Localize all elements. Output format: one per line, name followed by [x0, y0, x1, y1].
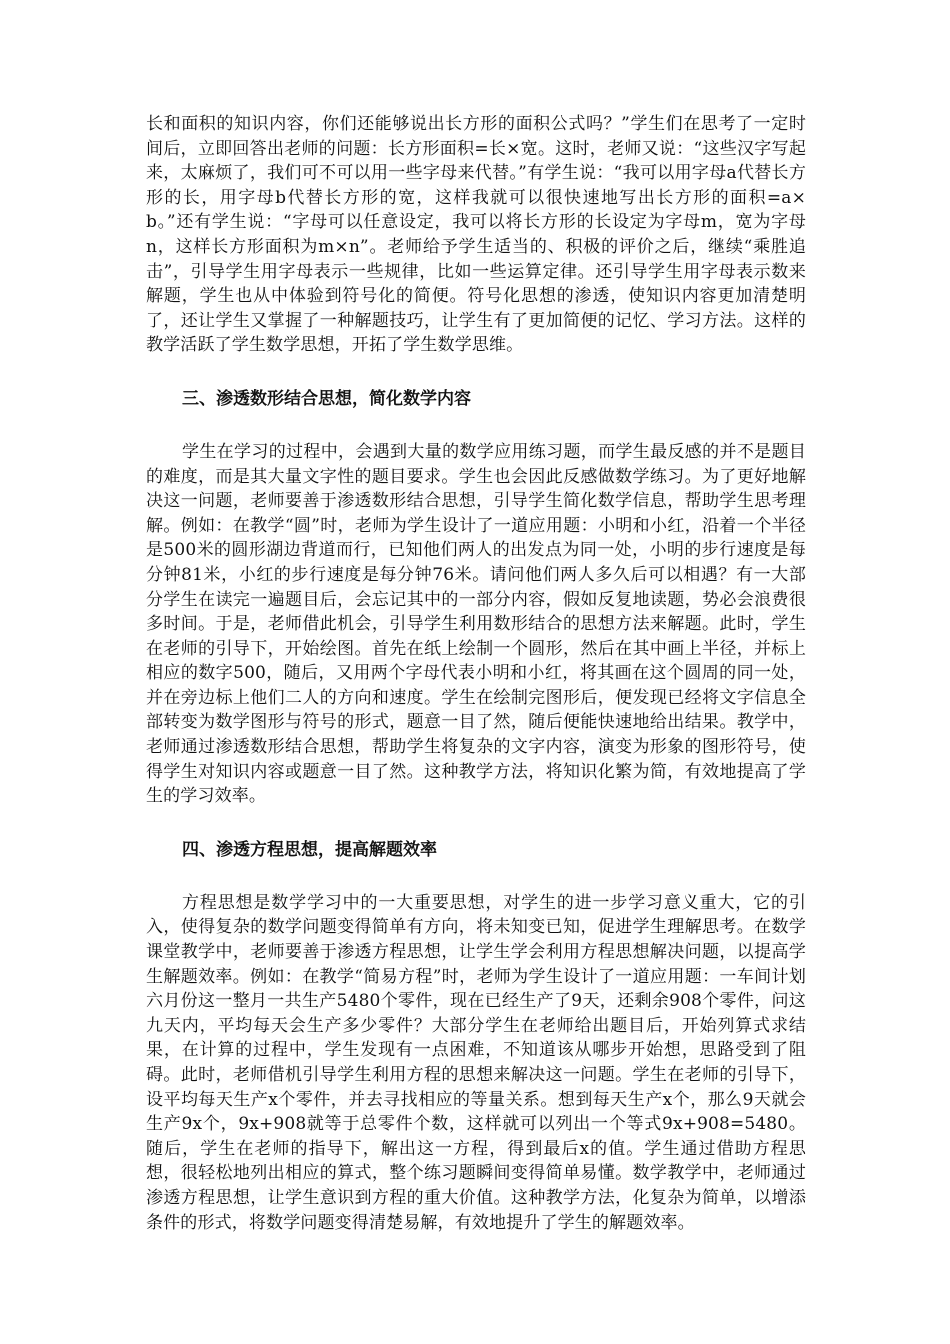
body-paragraph-continued: 长和面积的知识内容，你们还能够说出长方形的面积公式吗？”学生们在思考了一定时间后，立即回答出老师的问题：长方形面积=长×宽。这时，老师又说：“这些汉字写起来，太麻烦了，我们可不可以用一些字母来代替。”有学生说：“我可以用字母a代替长方形的长，用字母b代替长方形的宽，这样我就可以很快速地写出长方形的面积=a×b。”还有学生说：“字母可以任意设定，我可以将长方形的长设定为字母m，宽为字母n，这样长方形面积为m×n”。老师给予学生适当的、积极的评价之后，继续“乘胜追击”，引导学生用字母表示一些规律，比如一些运算定律。还引导学生用字母表示数来解题，学生也从中体验到符号化的简便。符号化思想的渗透，使知识内容更加清楚明了，还让学生又掌握了一种解题技巧，让学生有了更加简便的记忆、学习方法。这样的教学活跃了学生数学思想，开拓了学生数学思维。 — [146, 114, 806, 356]
spacer — [146, 358, 806, 387]
section-heading-3: 三、渗透数形结合思想，简化数学内容 — [182, 388, 471, 409]
spacer — [146, 411, 806, 440]
spacer — [146, 862, 806, 891]
spacer — [146, 809, 806, 838]
body-paragraph-section-3: 学生在学习的过程中，会遇到大量的数学应用练习题，而学生最反感的并不是题目的难度，而是其大量文字性的题目要求。学生也会因此反感做数学练习。为了更好地解决这一问题，老师要善于渗透数形结合思想，引导学生简化数学信息，帮助学生思考理解。例如：在教学“圆”时，老师为学生设计了一道应用题：小明和小红，沿着一个半径是500米的圆形湖边背道而行，已知他们两人的出发点为同一处，小明的步行速度是每分钟81米，小红的步行速度是每分钟76米。请问他们两人多久后可以相遇？有一大部分学生在读完一遍题目后，会忘记其中的一部分内容，假如反复地读题，势必会浪费很多时间。于是，老师借此机会，引导学生利用数形结合的思想方法来解题。此时，学生在老师的引导下，开始绘图。首先在纸上绘制一个圆形，然后在其中画上半径，并标上相应的数字500，随后，又用两个字母代表小明和小红，将其画在这个圆周的同一处，并在旁边标上他们二人的方向和速度。学生在绘制完图形后，便发现已经将文字信息全部转变为数学图形与符号的形式，题意一目了然，随后便能快速地给出结果。教学中，老师通过渗透数形结合思想，帮助学生将复杂的文字内容，演变为形象的图形符号，使得学生对知识内容或题意一目了然。这种教学方法，将知识化繁为简，有效地提高了学生的学习效率。 — [146, 441, 806, 807]
document-page — [146, 112, 806, 1235]
body-paragraph-section-4: 方程思想是数学学习中的一大重要思想，对学生的进一步学习意义重大，它的引入，使得复杂的数学问题变得简单有方向，将未知变已知，促进学生理解思考。在数学课堂教学中，老师要善于渗透方程思想，让学生学会利用方程思想解决问题，以提高学生解题效率。例如：在教学“简易方程”时，老师为学生设计了一道应用题：一车间计划六月份这一整月一共生产5480个零件，现在已经生产了9天，还剩余908个零件，问这九天内，平均每天会生产多少零件？大部分学生在老师给出题目后，开始列算式求结果，在计算的过程中，学生发现有一点困难，不知道该从哪步开始想，思路受到了阻碍。此时，老师借机引导学生利用方程的思想来解决这一问题。学生在老师的引导下，设平均每天生产x个零件，并去寻找相应的等量关系。想到每天生产x个，那么9天就会生产9x个，9x+908就等于总零件个数，这样就可以列出一个等式9x+908=5480。随后，学生在老师的指导下，解出这一方程，得到最后x的值。学生通过借助方程思想，很轻松地列出相应的算式，整个练习题瞬间变得简单易懂。数学教学中，老师通过渗透方程思想，让学生意识到方程的重大价值。这种教学方法，化复杂为简单，以增添条件的形式，将数学问题变得清楚易解，有效地提升了学生的解题效率。 — [146, 892, 806, 1233]
section-heading-4: 四、渗透方程思想，提高解题效率 — [182, 839, 437, 860]
